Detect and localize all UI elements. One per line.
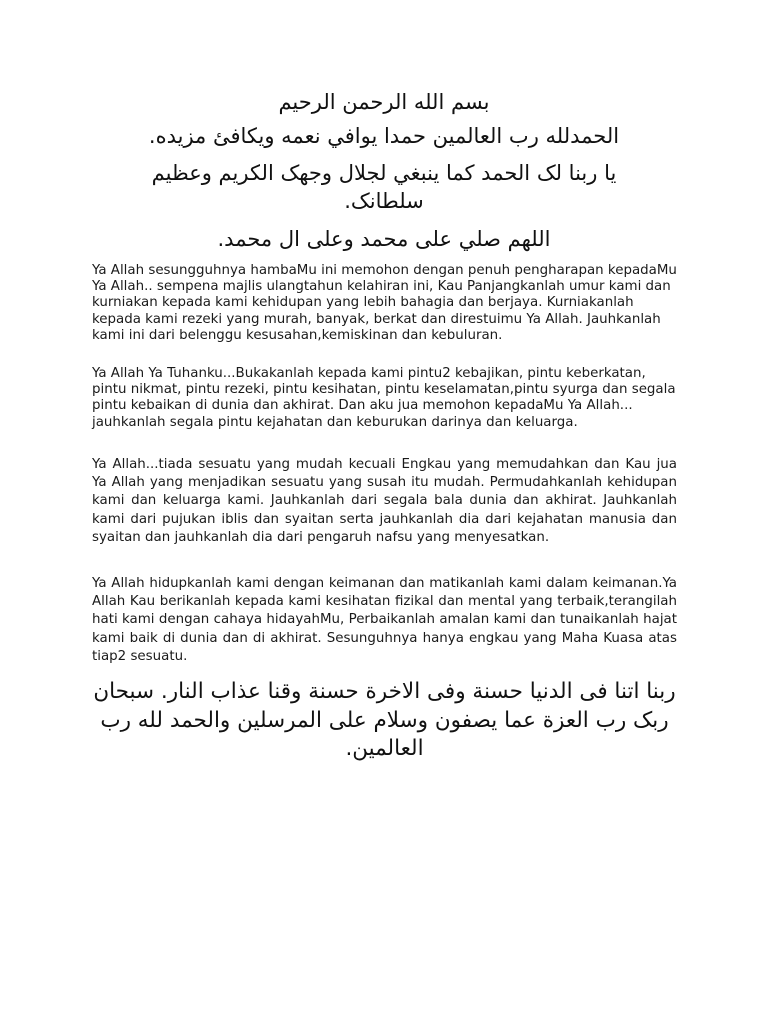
doa-paragraph-4: Ya Allah hidupkanlah kami dengan keimanan dan matikanlah kami dalam keimanan.Ya Allah Kau berikanlah kepada kami kesihatan fizikal dan mental yang terbaik,terangilah hati kami dengan cahaya hidayahMu, Perbaikanlah amalan kami dan tunaikanlah hajat kami baik di dunia dan di akhirat. Sesunguhnya hanya engkau yang Maha Kuasa atas tiap2 sesuatu. (92, 576, 677, 664)
closing-prayer: ربنا اتنا فى الدنيا حسنة وفى الاخرة حسنة وقنا عذاب النار. سبحان ربک رب العزة عما يصفون وسلام على المرسلين والحمد لله رب العالمين. (93, 679, 676, 761)
doa-paragraph-3: Ya Allah...tiada sesuatu yang mudah kecuali Engkau yang memudahkan dan Kau jua Ya Allah yang menjadikan sesuatu yang susah itu mudah. Permudahkanlah kehidupan kami dan keluarga kami. Jauhkanlah dari segala bala dunia dan akhirat. Jauhkanlah kami dari pujukan iblis dan syaitan serta jauhkanlah dia dari kejahatan manusia dan syaitan dan jauhkanlah dia dari pengaruh nafsu yang menyesatkan. (92, 457, 677, 545)
praise-line: يا ربنا لک الحمد كما ينبغي لجلال وجهک الکريم وعظيم سلطانک. (151, 161, 617, 213)
salawat-line: اللهم صلي على محمد وعلى ال محمد. (217, 227, 551, 251)
basmalah-heading: بسم الله الرحمن الرحيم (278, 90, 490, 114)
doa-paragraph-2: Ya Allah Ya Tuhanku...Bukakanlah kepada kami pintu2 kebajikan, pintu keberkatan, pintu nikmat, pintu rezeki, pintu kesihatan, pintu keselamatan,pintu syurga dan segala pintu kebaikan di dunia dan akhirat. Dan aku jua memohon kepadaMu Ya Allah... jauhkanlah segala pintu kejahatan dan keburukan darinya dan keluarga. (92, 366, 676, 430)
hamdalah-line: الحمدلله رب العالمين حمدا يوافي نعمه ويكافئ مزيده. (148, 124, 620, 148)
doa-paragraph-1: Ya Allah sesungguhnya hambaMu ini memohon dengan penuh pengharapan kepadaMu Ya Allah.. sempena majlis ulangtahun kelahiran ini, Kau Panjangkanlah umur kami dan kurniakan kepada kami kehidupan yang lebih bahagia dan berjaya. Kurniakanlah kepada kami rezeki yang murah, banyak, berkat dan direstuimu Ya Allah. Jauhkanlah kami ini dari belenggu kesusahan,kemiskinan dan kebuluran. (92, 263, 677, 343)
